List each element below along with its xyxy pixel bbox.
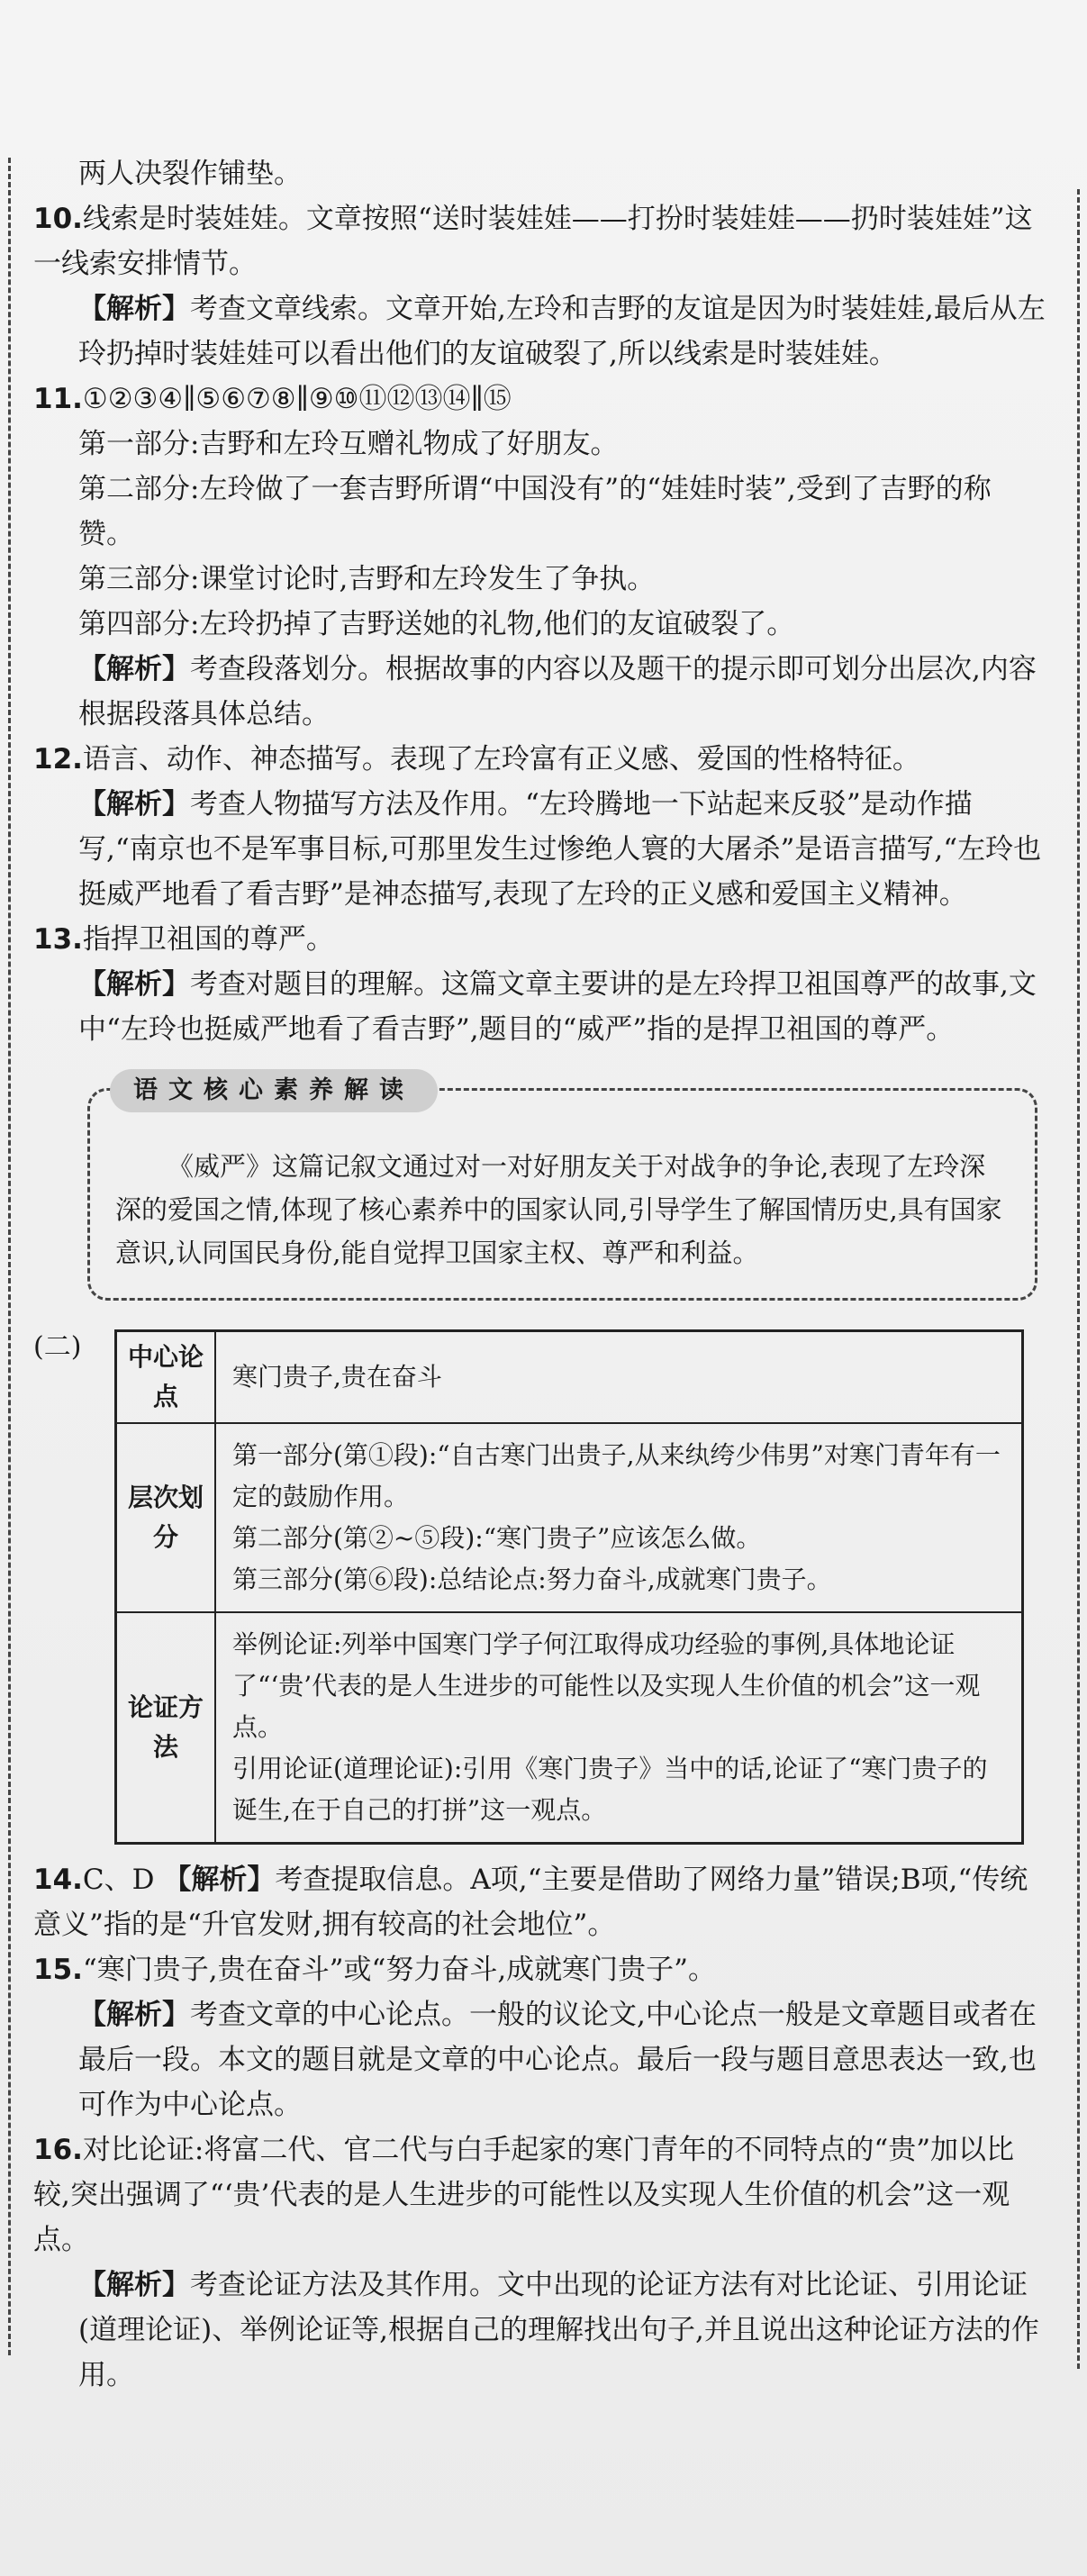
table-row bbox=[116, 1612, 1023, 1844]
q12-analysis-tag: 【解析】 bbox=[78, 788, 190, 821]
q9-tail: 两人决裂作铺垫。 bbox=[78, 158, 302, 190]
structure-table bbox=[114, 1329, 1024, 1845]
q11-analysis: 考查段落划分。根据故事的内容以及题干的提示即可划分出层次,内容根据段落具体总结。 bbox=[78, 653, 1037, 730]
q16-number: 16. bbox=[33, 2134, 83, 2166]
question-12 bbox=[33, 737, 1046, 917]
q13-number: 13. bbox=[33, 923, 83, 956]
q11-part-3: 第三部分:课堂讨论时,吉野和左玲发生了争执。 bbox=[78, 563, 656, 595]
structure-line-3: 第三部分(第⑥段):总结论点:努力奋斗,成就寒门贵子。 bbox=[232, 1565, 832, 1594]
q11-part-2: 第二部分:左玲做了一套吉野所谓“中国没有”的“娃娃时装”,受到了吉野的称赞。 bbox=[78, 473, 992, 550]
question-14 bbox=[33, 1857, 1046, 1947]
table-head-method: 论证方法 bbox=[116, 1612, 216, 1844]
q14-answer: C、D bbox=[82, 1864, 155, 1896]
section-2-label: (二) bbox=[33, 1331, 82, 1363]
q14-number: 14. bbox=[33, 1864, 83, 1896]
q14-analysis-tag: 【解析】 bbox=[163, 1864, 276, 1896]
q11-analysis-tag: 【解析】 bbox=[78, 653, 190, 685]
q13-analysis: 考查对题目的理解。这篇文章主要讲的是左玲捍卫祖国尊严的故事,文中“左玲也挺威严地看了看吉野”,题目的“威严”指的是捍卫祖国的尊严。 bbox=[78, 968, 1037, 1046]
question-11 bbox=[33, 376, 1046, 737]
q13-answer: 指捍卫祖国的尊严。 bbox=[82, 923, 334, 956]
q11-part-1: 第一部分:吉野和左玲互赠礼物成了好朋友。 bbox=[78, 428, 619, 460]
answer-content bbox=[33, 151, 1046, 2398]
table-cell-thesis bbox=[215, 1331, 1023, 1424]
q16-analysis-tag: 【解析】 bbox=[78, 2269, 190, 2301]
q11-number: 11. bbox=[33, 383, 83, 415]
structure-line-2: 第二部分(第②~⑤段):“寒门贵子”应该怎么做。 bbox=[232, 1523, 762, 1553]
q10-number: 10. bbox=[33, 203, 83, 235]
table-head-thesis: 中心论点 bbox=[116, 1331, 216, 1424]
question-16 bbox=[33, 2127, 1046, 2398]
q16-analysis: 考查论证方法及其作用。文中出现的论证方法有对比论证、引用论证(道理论证)、举例论证等,根据自己的理解找出句子,并且说出这种论证方法的作用。 bbox=[78, 2269, 1039, 2391]
q11-part-4: 第四部分:左玲扔掉了吉野送她的礼物,他们的友谊破裂了。 bbox=[78, 608, 795, 640]
q10-analysis-tag: 【解析】 bbox=[78, 293, 190, 325]
q12-answer: 语言、动作、神态描写。表现了左玲富有正义感、爱国的性格特征。 bbox=[82, 743, 920, 776]
right-dashed-margin bbox=[1077, 189, 1080, 2369]
q15-number: 15. bbox=[33, 1954, 83, 1986]
method-line-2: 引用论证(道理论证):引用《寒门贵子》当中的话,论证了“寒门贵子的诞生,在于自己的打拼”这一观点。 bbox=[232, 1754, 988, 1825]
structure-line-1: 第一部分(第①段):“自古寒门出贵子,从来纨绔少伟男”对寒门青年有一定的鼓励作用。 bbox=[232, 1440, 1001, 1511]
left-dashed-margin bbox=[8, 158, 11, 2355]
q15-answer: “寒门贵子,贵在奋斗”或“努力奋斗,成就寒门贵子”。 bbox=[82, 1954, 717, 1986]
core-literacy-title: 语文核心素养解读 bbox=[110, 1069, 438, 1112]
question-10 bbox=[33, 196, 1046, 376]
q12-number: 12. bbox=[33, 743, 83, 776]
question-15 bbox=[33, 1947, 1046, 2127]
core-literacy-text: 《威严》这篇记叙文通过对一对好朋友关于对战争的争论,表现了左玲深深的爱国之情,体现了核心素养中的国家认同,引导学生了解国情历史,具有国家意识,认同国民身份,能自觉捍卫国家主权、尊严和利益。 bbox=[115, 1151, 1002, 1268]
q15-analysis-tag: 【解析】 bbox=[78, 1999, 190, 2031]
q16-answer: 对比论证:将富二代、官二代与白手起家的寒门青年的不同特点的“贵”加以比较,突出强调了“‘贵’代表的是人生进步的可能性以及实现人生价值的机会”这一观点。 bbox=[33, 2134, 1015, 2256]
q10-analysis: 考查文章线索。文章开始,左玲和吉野的友谊是因为时装娃娃,最后从左玲扔掉时装娃娃可以看出他们的友谊破裂了,所以线索是时装娃娃。 bbox=[78, 293, 1046, 370]
table-cell-method bbox=[215, 1612, 1023, 1844]
q11-answer: ①②③④∥⑤⑥⑦⑧∥⑨⑩⑪⑫⑬⑭∥⑮ bbox=[82, 383, 512, 415]
table-cell-structure bbox=[215, 1423, 1023, 1612]
q14-analysis: 考查提取信息。A项,“主要是借助了网络力量”错误;B项,“传统意义”指的是“升官发财,拥有较高的社会地位”。 bbox=[33, 1864, 1028, 1941]
q12-analysis: 考查人物描写方法及作用。“左玲腾地一下站起来反驳”是动作描写,“南京也不是军事目标,可那里发生过惨绝人寰的大屠杀”是语言描写,“左玲也挺威严地看了看吉野”是神态描写,表现了左玲的正义感和爱国主义精神。 bbox=[78, 788, 1042, 911]
table-head-structure: 层次划分 bbox=[116, 1423, 216, 1612]
table-row bbox=[116, 1331, 1023, 1424]
table-row bbox=[116, 1423, 1023, 1612]
q13-analysis-tag: 【解析】 bbox=[78, 968, 190, 1001]
q10-answer: 线索是时装娃娃。文章按照“送时装娃娃——打扮时装娃娃——扔时装娃娃”这一线索安排情节。 bbox=[33, 203, 1033, 280]
question-13 bbox=[33, 917, 1046, 1052]
core-literacy-box bbox=[87, 1076, 1037, 1301]
q15-analysis: 考查文章的中心论点。一般的议论文,中心论点一般是文章题目或者在最后一段。本文的题目就是文章的中心论点。最后一段与题目意思表达一致,也可作为中心论点。 bbox=[78, 1999, 1037, 2121]
method-line-1: 举例论证:列举中国寒门学子何江取得成功经验的事例,具体地论证了“‘贵’代表的是人生进步的可能性以及实现人生价值的机会”这一观点。 bbox=[232, 1629, 981, 1742]
section-2 bbox=[33, 1329, 1046, 1845]
thesis-text: 寒门贵子,贵在奋斗 bbox=[232, 1362, 442, 1392]
